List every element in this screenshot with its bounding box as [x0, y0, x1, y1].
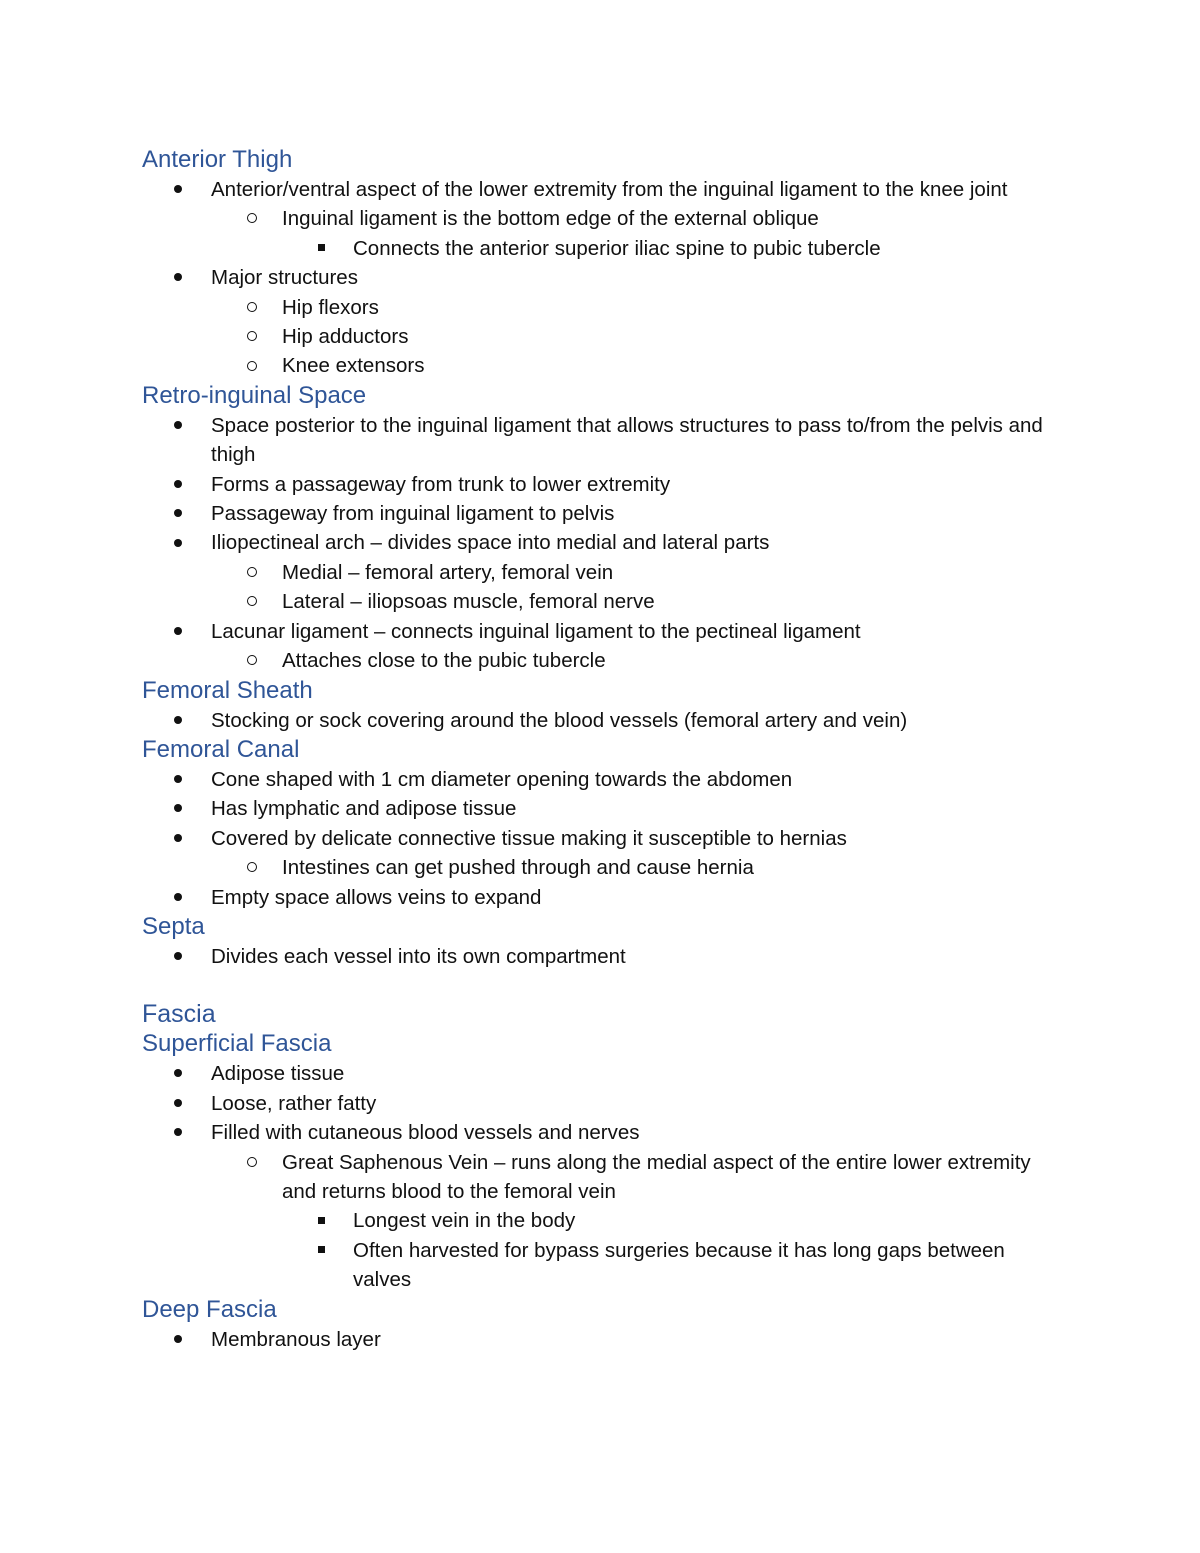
list-item	[142, 883, 1062, 912]
filled-circle-bullet-icon	[174, 942, 182, 971]
hollow-circle-bullet-icon	[247, 204, 257, 233]
list-item	[142, 499, 1062, 528]
list-item	[142, 1325, 1062, 1354]
list-item	[142, 1059, 1062, 1088]
bullet-list	[142, 706, 1062, 735]
hollow-circle-bullet-icon	[247, 587, 257, 616]
list-item	[142, 942, 1062, 971]
list-item	[142, 824, 1062, 853]
hollow-circle-bullet-icon	[247, 293, 257, 322]
section-heading: Deep Fascia	[142, 1295, 277, 1323]
list-item	[142, 706, 1062, 735]
list-item-text: Space posterior to the inguinal ligament that allows structures to pass to/from the pelvis and thigh	[211, 413, 1043, 467]
list-item-text: Iliopectineal arch – divides space into medial and lateral parts	[211, 531, 770, 555]
list-item	[142, 411, 1062, 470]
document-body	[142, 145, 1062, 1354]
list-item	[142, 617, 1062, 646]
filled-circle-bullet-icon	[174, 1059, 182, 1088]
list-item-text: Longest vein in the body	[353, 1209, 576, 1233]
list-item-text: Divides each vessel into its own compartment	[211, 944, 626, 968]
filled-circle-bullet-icon	[174, 1089, 182, 1118]
section-heading: Anterior Thigh	[142, 146, 293, 173]
list-item	[142, 558, 1062, 587]
bullet-list	[142, 175, 1062, 381]
hollow-circle-bullet-icon	[247, 646, 257, 675]
filled-circle-bullet-icon	[174, 765, 182, 794]
list-item-text: Intestines can get pushed through and cause hernia	[282, 856, 754, 880]
filled-circle-bullet-icon	[174, 1325, 182, 1354]
list-item-text: Stocking or sock covering around the blood vessels (femoral artery and vein)	[211, 708, 908, 732]
list-item	[142, 1089, 1062, 1118]
filled-circle-bullet-icon	[174, 706, 182, 735]
section-heading: Femoral Sheath	[142, 676, 313, 704]
hollow-circle-bullet-icon	[247, 1148, 257, 1177]
section-heading: Retro-inguinal Space	[142, 381, 367, 409]
list-item-text: Filled with cutaneous blood vessels and nerves	[211, 1121, 640, 1145]
list-item	[142, 204, 1062, 233]
square-bullet-icon	[318, 1206, 325, 1235]
list-item-text: Adipose tissue	[211, 1062, 345, 1086]
list-item-text: Empty space allows veins to expand	[211, 885, 542, 909]
list-item-text: Knee extensors	[282, 354, 425, 378]
list-item	[142, 263, 1062, 292]
list-item	[142, 1236, 1062, 1295]
list-item-text: Major structures	[211, 266, 358, 290]
list-item-text: Lacunar ligament – connects inguinal ligament to the pectineal ligament	[211, 619, 861, 643]
list-item	[142, 293, 1062, 322]
square-bullet-icon	[318, 1236, 325, 1265]
list-item	[142, 322, 1062, 351]
filled-circle-bullet-icon	[174, 1118, 182, 1147]
filled-circle-bullet-icon	[174, 470, 182, 499]
list-item	[142, 587, 1062, 616]
filled-circle-bullet-icon	[174, 175, 182, 204]
list-item-text: Anterior/ventral aspect of the lower extremity from the inguinal ligament to the knee joint	[211, 178, 1008, 201]
list-item	[142, 646, 1062, 675]
list-item	[142, 765, 1062, 794]
list-item-text: Forms a passageway from trunk to lower extremity	[211, 472, 671, 496]
list-item-text: Covered by delicate connective tissue making it susceptible to hernias	[211, 826, 847, 850]
list-item-text: Hip flexors	[282, 295, 379, 319]
list-item	[142, 528, 1062, 557]
list-item-text: Great Saphenous Vein – runs along the medial aspect of the entire lower extremity and returns blood to the femoral vein	[282, 1150, 1031, 1203]
list-item-text: Cone shaped with 1 cm diameter opening towards the abdomen	[211, 767, 793, 791]
bullet-list	[142, 1325, 1062, 1354]
list-item	[142, 1118, 1062, 1147]
list-item	[142, 853, 1062, 882]
list-item	[142, 1148, 1062, 1207]
square-bullet-icon	[318, 234, 325, 263]
section-heading: Superficial Fascia	[142, 1030, 332, 1058]
hollow-circle-bullet-icon	[247, 558, 257, 587]
filled-circle-bullet-icon	[174, 528, 182, 557]
list-item-text: Attaches close to the pubic tubercle	[282, 649, 606, 673]
section-heading: Septa	[142, 912, 205, 940]
filled-circle-bullet-icon	[174, 794, 182, 823]
bullet-list	[142, 765, 1062, 912]
list-item-text: Passageway from inguinal ligament to pelvis	[211, 502, 615, 526]
list-item	[142, 794, 1062, 823]
list-item	[142, 1206, 1062, 1235]
filled-circle-bullet-icon	[174, 499, 182, 528]
list-item	[142, 175, 1062, 204]
hollow-circle-bullet-icon	[247, 351, 257, 380]
filled-circle-bullet-icon	[174, 824, 182, 853]
list-item-text: Medial – femoral artery, femoral vein	[282, 560, 614, 584]
list-item-text: Often harvested for bypass surgeries because it has long gaps between valves	[353, 1238, 1005, 1292]
filled-circle-bullet-icon	[174, 263, 182, 292]
filled-circle-bullet-icon	[174, 883, 182, 912]
filled-circle-bullet-icon	[174, 617, 182, 646]
blank-line	[142, 971, 1062, 999]
list-item-text: Hip adductors	[282, 325, 409, 349]
section-heading: Femoral Canal	[142, 735, 300, 763]
list-item-text: Membranous layer	[211, 1327, 381, 1351]
list-item-text: Has lymphatic and adipose tissue	[211, 797, 517, 821]
list-item-text: Inguinal ligament is the bottom edge of the external oblique	[282, 207, 819, 231]
bullet-list	[142, 1059, 1062, 1294]
filled-circle-bullet-icon	[174, 411, 182, 440]
list-item-text: Connects the anterior superior iliac spine to pubic tubercle	[353, 236, 881, 260]
list-item-text: Loose, rather fatty	[211, 1091, 377, 1115]
bullet-list	[142, 411, 1062, 676]
list-item	[142, 351, 1062, 380]
list-item	[142, 470, 1062, 499]
section-heading: Fascia	[142, 1000, 216, 1029]
list-item	[142, 234, 1062, 263]
list-item-text: Lateral – iliopsoas muscle, femoral nerve	[282, 590, 655, 614]
hollow-circle-bullet-icon	[247, 322, 257, 351]
bullet-list	[142, 942, 1062, 971]
hollow-circle-bullet-icon	[247, 853, 257, 882]
